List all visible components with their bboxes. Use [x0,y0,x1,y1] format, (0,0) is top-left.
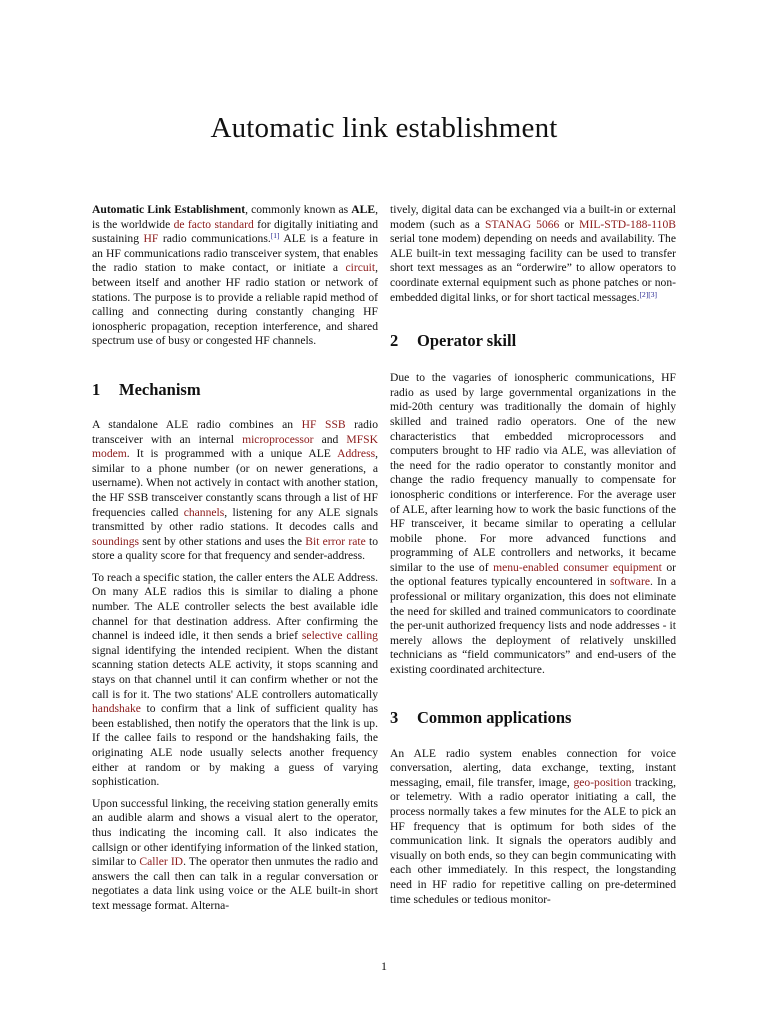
text: and [313,432,347,446]
text: ALE is a feature in an HF communications radio transceiver system, that enables the radio station to make contact, or initiate a [92,232,378,275]
link-geo-position[interactable]: geo-position [573,775,632,789]
section-heading-operator-skill [390,331,676,351]
link-circuit[interactable]: circuit [345,261,376,275]
text: A standalone ALE radio combines an [92,417,302,431]
text: To reach a specific station, the caller enters the ALE Address. On many ALE radios this is similar to dialing a phone number. The ALE controller selects the best available idle channel for that destination address. After confirming the channel is indeed idle, it then sends a brief [92,570,378,643]
section-number: 3 [390,707,399,727]
text: , commonly known as [245,203,352,216]
text: signal identifying the intended recipient. When the distant scanning station detects ALE activity, it stops scanning and stays on that channel until it can confirm whether or not the call is for it. The two stations' ALE controllers automatically [92,643,378,701]
link-bit-error-rate[interactable]: Bit error rate [305,534,366,548]
text: . It is programmed with a unique ALE [126,447,338,461]
text: sent by other stations and uses the [139,534,306,548]
text: , is the worldwide [92,203,378,231]
paragraph [390,747,676,908]
paragraph [92,797,378,914]
link-mil-std-188-110b[interactable]: MIL-STD-188-110B [579,217,676,231]
text: , between itself and another HF radio station or network of stations. The purpose is to provide a reliable rapid method of calling and connecting during constantly changing HF ionospheric propagation, reception interference, and shared spectrum use of busy or congested HF channels. [92,261,378,348]
text: to confirm that a link of sufficient quality has been established, then notify the operators that the link is up. If the callee fails to respond or the handshaking fails, the originating ALE node usually selects another frequency either at random or by making a guess of varying sophistication. [92,702,378,789]
page-title: Automatic link establishment [210,112,558,144]
section-number: 1 [92,379,101,399]
section-title: Mechanism [119,379,201,399]
page-number: 1 [381,959,387,973]
link-menu-enabled-consumer-equipment[interactable]: menu-enabled consumer equipment [493,560,662,574]
text: An ALE radio system enables connection for voice conversation, alerting, data exchange, texting, instant messaging, email, file transfer, image, [390,746,676,789]
link-handshake[interactable]: handshake [92,702,141,716]
section-title: Common applications [417,707,572,727]
section-title: Operator skill [417,331,517,351]
section-heading-common-applications [390,708,676,728]
text: for digitally initiating and sustaining [92,217,379,246]
link-caller-id[interactable]: Caller ID [139,855,184,869]
link-microprocessor[interactable]: microprocessor [242,432,314,446]
paragraph [92,418,378,564]
text: tracking, or telemetry. With a radio operator initiating a call, the process normally takes a few minutes for the ALE to pick an HF frequency that is optimum for both sides of the communication link. It signals the operators audibly and visually on both ends, so they can begin communicating with each other immediately. In this respect, the longstanding need in HF radio for repetitive calling on pre-determined time schedules or tedious monitor- [390,775,676,906]
citation[interactable]: [1] [270,231,280,241]
text: radio communications. [158,232,271,246]
text: to store a quality score for that frequency and sender-address. [92,534,379,563]
link-software[interactable]: software [610,575,650,589]
text: or the optional features typically encountered in [390,560,676,589]
link-channels[interactable]: channels [183,505,225,519]
link-address[interactable]: Address [337,447,376,461]
paragraph [390,371,676,677]
link-de-facto-standard[interactable]: de facto standard [173,217,254,231]
citation[interactable]: [2][3] [639,289,658,299]
section-heading-mechanism [92,380,378,400]
text: Due to the vagaries of ionospheric communications, HF radio as used by large governmental organizations in the mid-20th century was traditionally the domain of highly skilled and trained radio operators. One of the new characteristics that embedded microprocessors and computers brought to HF radio via ALE, was alleviation of the need for the radio operator to constantly monitor and change the radio frequency manually to compensate for ionospheric conditions or interference. For the average user of ALE, after learning how to work the basic functions of the HF transceiver, it became similar to operating a cellular mobile phone. For more advanced functions and programming of ALE controllers and networks, it became similar to the use of [390,371,676,574]
link-soundings[interactable]: soundings [92,534,140,548]
section-number: 2 [390,331,399,351]
link-stanag-5066[interactable]: STANAG 5066 [484,217,560,231]
text: Upon successful linking, the receiving station generally emits an audible alarm and shows a visual alert to the operator, thus indicating the incoming call. It also indicates the callsign or other identifying information of the linked station, similar to [92,796,378,869]
text: or [559,217,580,231]
paragraph-continued [390,203,676,305]
link-selective-calling[interactable]: selective calling [301,629,378,643]
text: , similar to a phone number (or on newer generations, a username). When not actively in contact with another station, the HF SSB transceiver constantly scans through a list of HF frequencies called [92,447,378,519]
intro-paragraph [92,203,378,349]
term-bold: Automatic Link Establishment [92,203,246,216]
paragraph [92,571,378,790]
text: tively, digital data can be exchanged via a built-in or external modem (such as a [390,203,676,231]
text: . In a professional or military organization, this does not eliminate the need for skilled and trained communicators to coordinate the per-unit authorized frequency lists and node addresses - it merely allows the deployment of relatively unskilled technicians as “field communicators” and end-users of the existing coordinated architecture. [390,575,676,677]
text: serial tone modem) depending on needs and availability. The ALE built-in text messaging facility can be used to transfer short text messages as an “orderwire” to allow operators to coordinate external equipment such as phone patches or non-embedded digital links, or for short tactical messages. [390,232,676,304]
term-bold: ALE [351,203,376,216]
text: . The operator then unmutes the radio and answers the call then can talk in a regular conversation or negotiates a data link using voice or the ALE built-in short text message format. Alterna- [92,855,378,912]
link-mfsk-modem[interactable]: MFSK modem [92,432,378,461]
text: , listening for any ALE signals transmitted by other radio stations. It decodes calls and [92,505,378,534]
link-hf[interactable]: HF [143,232,159,246]
link-hf-ssb[interactable]: HF SSB [301,417,346,431]
text: radio transceiver with an internal [92,417,378,446]
right-column [390,203,676,914]
left-column [92,203,378,921]
